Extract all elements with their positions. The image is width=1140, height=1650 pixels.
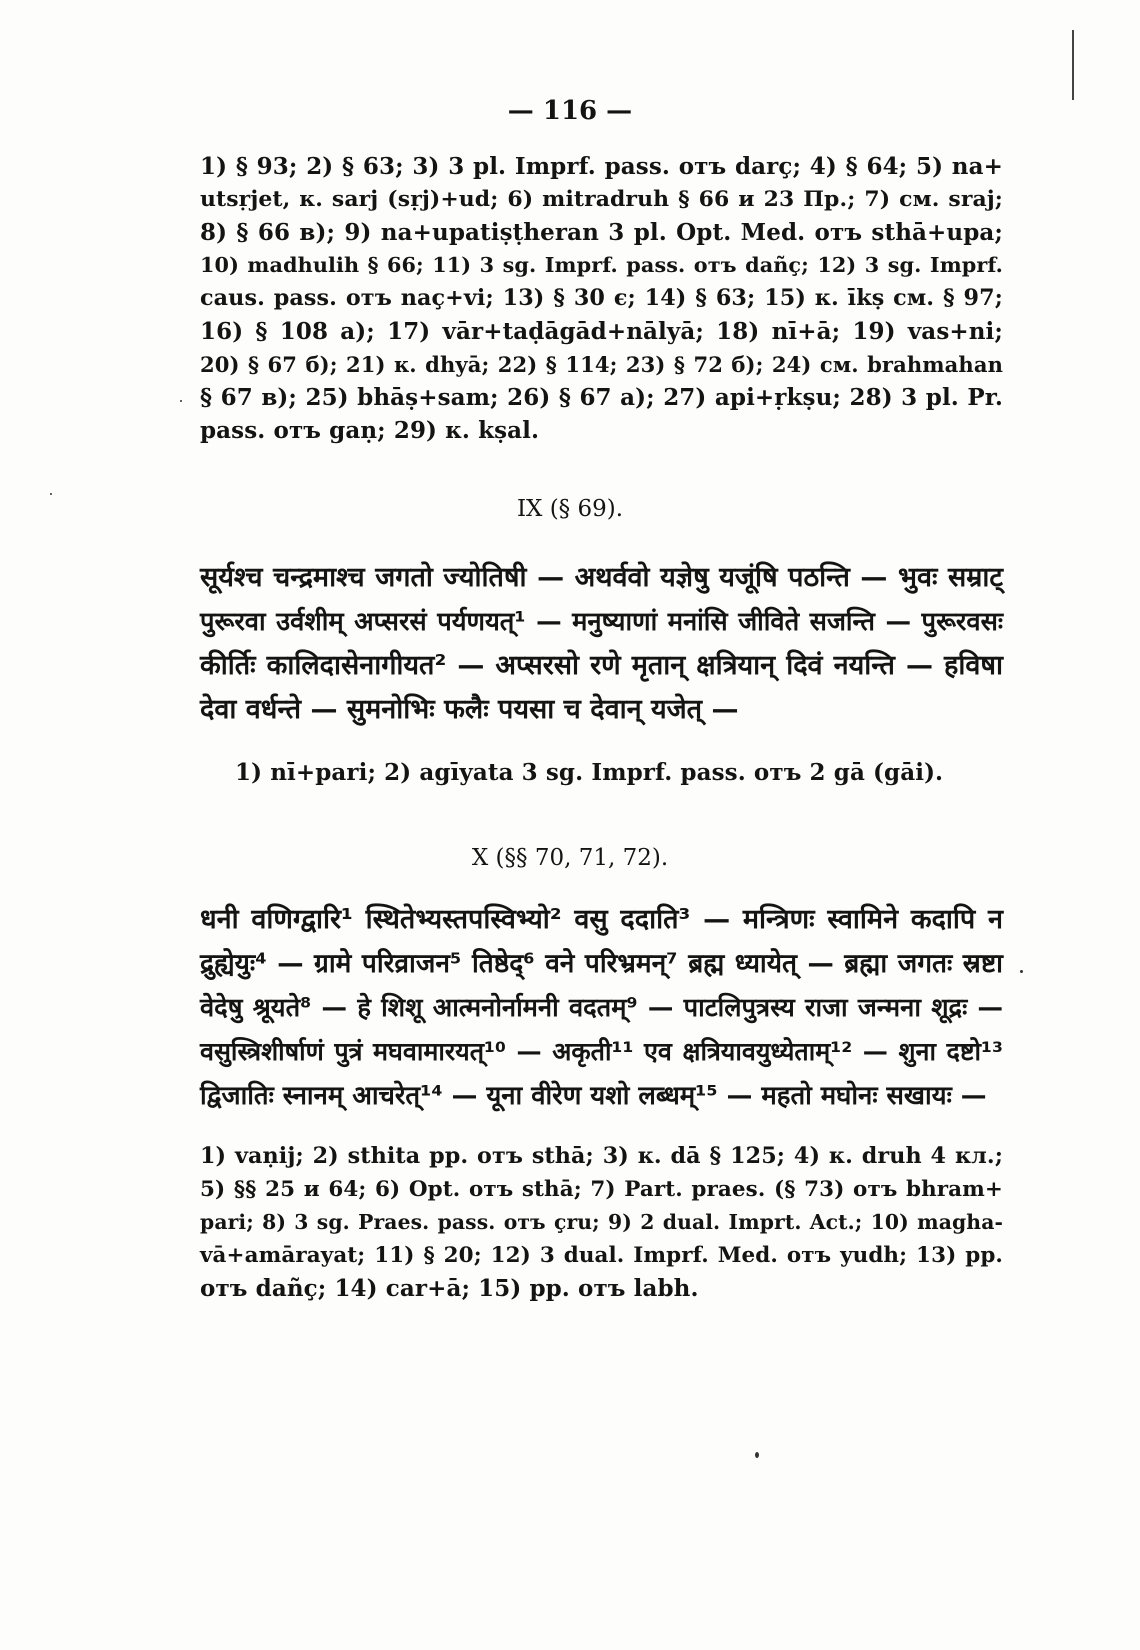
footnote-line: utsṛjet, к. sarj (sṛj)+ud; 6) mitradruh § 66 и 23 Пр.; 7) см. sraj;	[200, 186, 1003, 212]
footnote-line: pari; 8) 3 sg. Praes. pass. отъ çru; 9) 2 dual. Imprt. Act.; 10) magha-	[200, 1210, 1003, 1234]
footnote-line: 8) § 66 в); 9) na+upatiṣṭheran 3 pl. Opt. Med. отъ sthā+upa;	[200, 219, 1003, 246]
sanskrit-line: पुरूरवा उर्वशीम् अप्सरसं पर्यणयत्¹ — मनुष्याणां मनांसि जीविते सजन्ति — पुरूरवसः	[200, 607, 1003, 637]
footnote-line: отъ dañç; 14) car+ā; 15) pp. отъ labh.	[200, 1275, 699, 1302]
footnote-line: 5) §§ 25 и 64; 6) Opt. отъ sthā; 7) Part. praes. (§ 73) отъ bhram+	[200, 1177, 1003, 1202]
scan-speck	[180, 400, 182, 402]
sanskrit-line: कीर्तिः कालिदासेनागीयत² — अप्सरसो रणे मृतान् क्षत्रियान् दिवं नयन्ति — हविषा	[200, 650, 1003, 681]
sanskrit-line: सूर्यश्च चन्द्रमाश्च जगतो ज्योतिषी — अथर्ववो यज्ञेषु यजूंषि पठन्ति — भुवः सम्राट्	[200, 562, 1003, 593]
sanskrit-line: वसुस्त्रिशीर्षाणं पुत्रं मघवामारयत्¹⁰ — अकृती¹¹ एव क्षत्रियावयुध्येताम्¹² — शुना दष्टो¹³	[200, 1037, 1003, 1066]
footnote-line: caus. pass. отъ naç+vi; 13) § 30 є; 14) § 63; 15) к. īkṣ см. § 97;	[200, 285, 1003, 311]
footnotes-previous-section	[200, 150, 1003, 447]
page-number: — 116 —	[507, 96, 633, 126]
sanskrit-line: द्रुह्येयुः⁴ — ग्रामे परिव्राजन⁵ तिष्ठेद्⁶ वने परिभ्रमन्⁷ ब्रह्म ध्यायेत् — ब्रह्मा जगतः स्रष्टा	[200, 949, 1003, 979]
footnote-line: § 67 в); 25) bhāṣ+sam; 26) § 67 а); 27) api+ṛkṣu; 28) 3 pl. Pr.	[200, 384, 1003, 411]
section-x-sanskrit-text	[200, 898, 1003, 1118]
footnote-line: 20) § 67 б); 21) к. dhyā; 22) § 114; 23) § 72 б); 24) см. brahmahan	[200, 352, 1003, 377]
sanskrit-line: द्विजातिः स्नानम् आचरेत्¹⁴ — यूना वीरेण यशो लब्धम्¹⁵ — महतो मघोनः सखायः —	[200, 1081, 987, 1111]
sanskrit-line: धनी वणिग्द्वारि¹ स्थितेभ्यस्तपस्विभ्यो² वसु ददाति³ — मन्त्रिणः स्वामिने कदापि न	[200, 904, 1003, 935]
section-x-heading: X (§§ 70, 71, 72).	[471, 845, 669, 871]
scan-speck	[50, 493, 52, 495]
footnote-line: 1) § 93; 2) § 63; 3) 3 pl. Imprf. pass. отъ darç; 4) § 64; 5) na+	[200, 153, 1003, 180]
footnote-line: 16) § 108 а); 17) vār+taḍāgād+nālyā; 18) nī+ā; 19) vas+ni;	[200, 318, 1003, 345]
footnote-line: 10) madhulih § 66; 11) 3 sg. Imprf. pass. отъ dañç; 12) 3 sg. Imprf.	[200, 253, 1003, 277]
footnote-line: vā+amārayat; 11) § 20; 12) 3 dual. Imprf. Med. отъ yudh; 13) pp.	[200, 1243, 1003, 1268]
footnote-line: pass. отъ gaṇ; 29) к. kṣal.	[200, 417, 540, 444]
sanskrit-line: वेदेषु श्रूयते⁸ — हे शिशू आत्मनोर्नामनी वदतम्⁹ — पाटलिपुत्रस्य राजा जन्मना शूद्रः —	[200, 993, 1003, 1023]
scan-speck	[755, 1452, 759, 1458]
footnote-line: 1) nī+pari; 2) agīyata 3 sg. Imprf. pass. отъ 2 gā (gāi).	[235, 759, 944, 786]
scan-edge-mark	[1072, 30, 1074, 100]
section-ix-footnotes	[235, 756, 1003, 789]
sanskrit-line: देवा वर्धन्ते — सुमनोभिः फलैः पयसा च देवान् यजेत् —	[200, 694, 739, 725]
section-ix-heading: IX (§ 69).	[516, 496, 624, 522]
section-ix-sanskrit-text	[200, 556, 1003, 732]
section-x-footnotes	[200, 1140, 1003, 1305]
footnote-line: 1) vaṇij; 2) sthita pp. отъ sthā; 3) к. dā § 125; 4) к. druh 4 кл.;	[200, 1143, 1003, 1169]
scan-speck	[1020, 970, 1023, 973]
